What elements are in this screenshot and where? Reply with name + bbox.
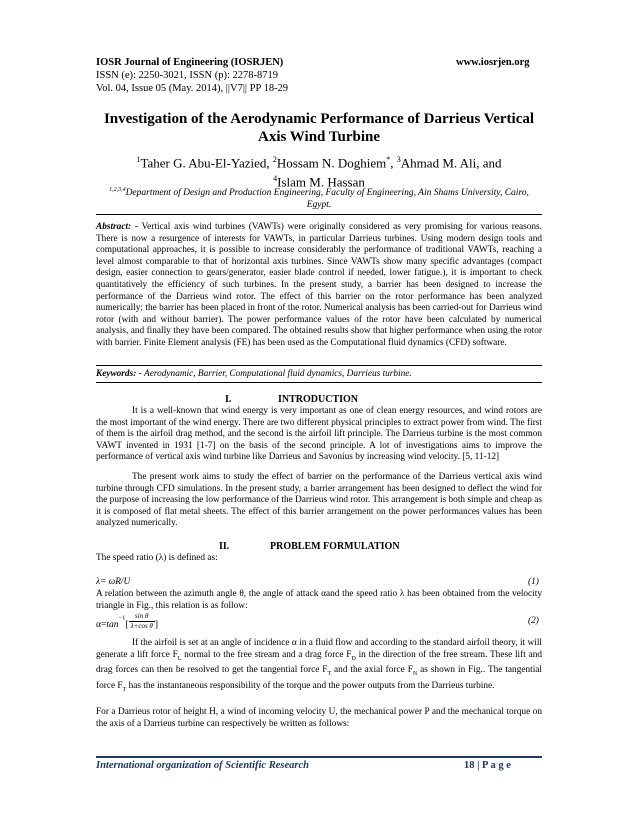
journal-name: IOSR Journal of Engineering (IOSRJEN) (96, 57, 284, 68)
paragraph: It is a well-known that wind energy is very important as one of clean energy resources, and wind rotors are the most important of the wind energy. There are two different physical principles to extract power from wind. The first of them is the airfoil drag method, and the second is the airfoil lift principle. The Darrieus turbine is the most common VAWT invented in 1931 [1-7] on the basis of the second principle. A lot of investigations aims to improve the performance of vertical axis wind turbine like Darrieus and Savonius by increasing wind velocity. [5, 11-12] (96, 406, 542, 463)
section-title: INTRODUCTION (278, 394, 359, 405)
divider (96, 382, 542, 383)
divider (96, 365, 542, 366)
equation-1-number: (1) (528, 577, 539, 587)
author-4: Islam M. Hassan (277, 174, 365, 190)
page-number: 18 | P a g e (464, 760, 511, 771)
equation-2: $\alpha=\tan^{-1}$[ $\frac{\text{sin θ}}{\text{λ+cos θ}}$ ] (96, 612, 159, 630)
footer-journal: International organization of Scientific Research (96, 760, 309, 771)
issn-line: ISSN (e): 2250-3021, ISSN (p): 2278-8719 (96, 70, 278, 81)
authors: $^1$Taher G. Abu-El-Yazied, $^2$Hossam N. Doghiem*, $^3$Ahmad M. Ali, and $^4$Islam M. Hassan (136, 155, 502, 190)
paragraph: The present work aims to study the effect of barrier on the performance of the Darrieus vertical axis wind turbine through CFD simulations. In the present study, a barrier arrangement has been designed to deflect the wind for the purpose of increasing the low performance of the Darrieus wind rotor. This arrangement is both simple and cheap as it is composed of flat metal sheets. The effect of this barrier arrangement on the power performances values has been analyzed numerically. (96, 472, 542, 529)
paragraph: If the airfoil is set at an angle of incidence α in a fluid flow and according to the standard airfoil theory, it will generate a lift force $F_L$ normal to the free stream and a drag force $F_D$ in the direction of the free stream. These lift and drag forces can then be resolved to get the tangential force $F_T$ and the axial force $F_N$ as shown in Fig.. The tangential force $F_T$ has the instantaneous responsibility of the torque and the power outputs from the Darrieus turbine. (96, 638, 542, 693)
author-1: Taher G. Abu-El-Yazied, (140, 155, 273, 171)
paragraph: A relation between the azimuth angle θ, the angle of attack αand the speed ratio λ has been obtained from the velocity triangle in Fig., this relation is as follow: (96, 589, 542, 611)
paper-title: Investigation of the Aerodynamic Performance of Darrieus Vertical Axis Wind Turbine (103, 111, 535, 145)
section-number: I. (225, 394, 232, 405)
keywords-label: Keywords: - (96, 369, 142, 379)
abstract-label: Abstract: - (96, 222, 138, 232)
abstract (96, 222, 542, 350)
affiliation: $^{1,2,3,4}$Department of Design and Production Engineering, Faculty of Engineering, Ain Shams University, Cairo, Egypt. (109, 187, 529, 211)
keywords (96, 369, 412, 381)
equation-1: λ= ωR/U (96, 577, 131, 587)
section-title: PROBLEM FORMULATION (270, 541, 400, 552)
section-number: II. (219, 541, 230, 552)
abstract-text: Vertical axis wind turbines (VAWTs) were originally considered as very promising for various reasons. There is now a resurgence of interests for VAWTs, in particular Darrieus turbines. Using modern design tools and computational approaches, it is possible to increase considerably the performance of traditional VAWTs, reaching a level almost comparable to that of horizontal axis turbines. Since VAWTs show many specific advantages (compact design, easier connection to gears/generator, easier blade control if needed, lower fatigue.), it is important to check quantitatively the efficiency of such turbines. In the present study, a barrier has been designed to increase the performance of the Darrieus wind rotor. The effect of this barrier on the rotor performance has been analyzed numerically; the barrier has been placed in front of the rotor. Numerical analysis has been carried-out for Darrieus wind rotor (with and without barrier). The power performance values of the rotor have been calculated by numerical analysis, and finally they have been compared. The obtained results show that higher performance when using the rotor with barrier. Finite Element analysis (FE) has been used as the Computational fluid dynamics (CFD) software. (96, 222, 543, 348)
author-2: Hossam N. Doghiem (276, 155, 387, 171)
keywords-text: Aerodynamic, Barrier, Computational fluid dynamics, Darrieus turbine. (144, 369, 412, 379)
volume-line: Vol. 04, Issue 05 (May. 2014), ||V7|| PP 18-29 (96, 83, 289, 94)
footer-divider (96, 756, 542, 758)
paragraph: The speed ratio (λ) is defined as: (96, 553, 218, 563)
divider (96, 214, 542, 215)
paragraph: For a Darrieus rotor of height H, a wind of incoming velocity U, the mechanical power P and the mechanical torque on the axis of a Darrieus turbine can respectively be written as follows: (96, 707, 542, 729)
journal-url: www.iosrjen.org (456, 57, 530, 68)
author-3: Ahmad M. Ali (400, 155, 477, 171)
equation-2-number: (2) (528, 616, 539, 626)
